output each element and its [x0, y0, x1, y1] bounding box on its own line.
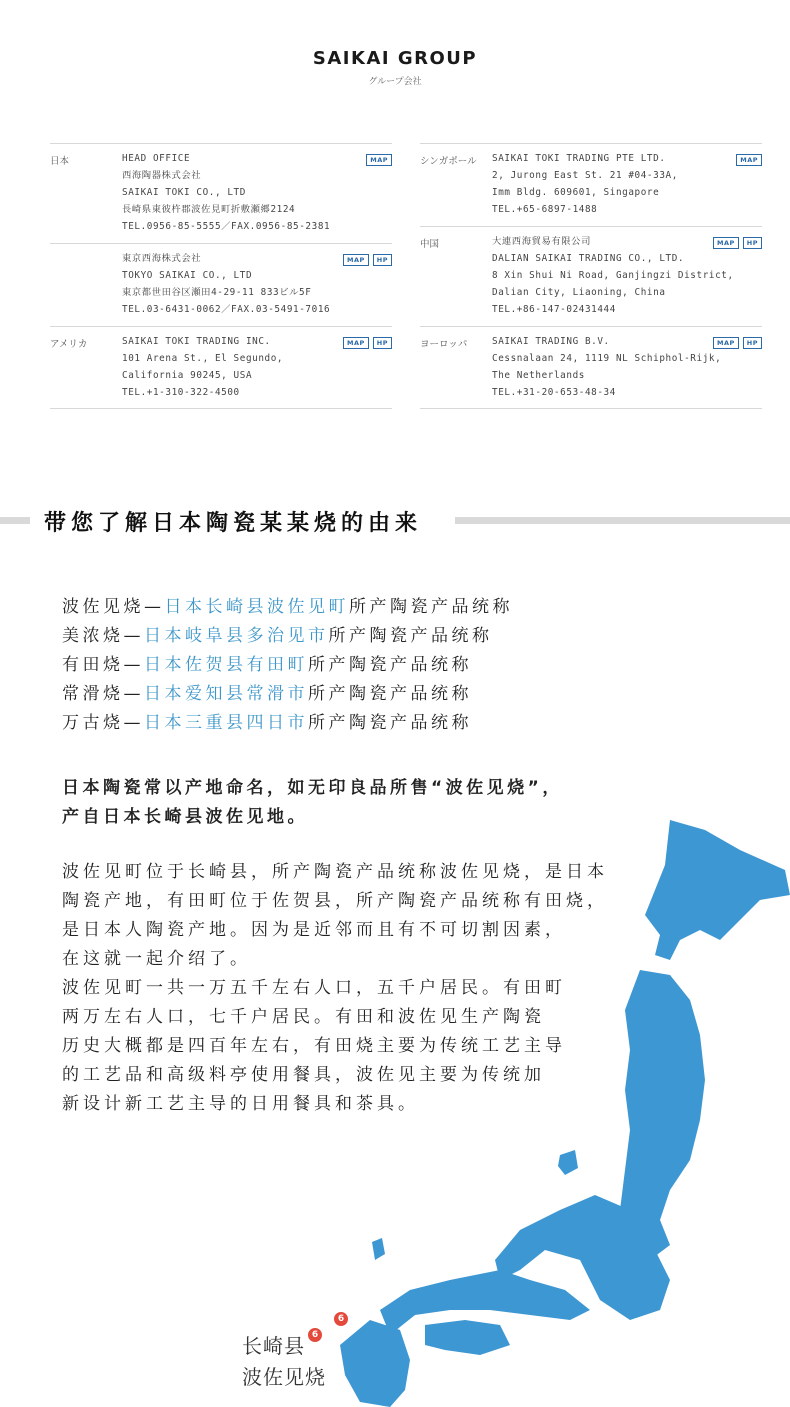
body-line: 是日本人陶瓷产地。因为是近邻而且有不可切割因素，: [62, 920, 566, 940]
office-line: SAIKAI TOKI TRADING INC.: [122, 336, 271, 347]
origin-dash: —: [123, 684, 144, 704]
office-country: 日本: [50, 156, 70, 167]
body-line: 两万左右人口，七千户居民。有田和波佐见生产陶瓷: [62, 1007, 545, 1027]
origin-dash: —: [144, 597, 165, 617]
small-island-shape: [372, 1238, 385, 1260]
divider: [420, 326, 762, 327]
office-line: Dalian City, Liaoning, China: [492, 287, 666, 298]
hp-button[interactable]: HP: [373, 254, 392, 266]
office-line: DALIAN SAIKAI TRADING CO., LTD.: [492, 253, 685, 264]
intro-paragraph: [62, 774, 563, 832]
origin-dash: —: [123, 713, 144, 733]
hokkaido-shape: [645, 820, 790, 960]
divider: [420, 408, 762, 409]
office-line: TEL.+65-6897-1488: [492, 204, 598, 215]
office-line: TEL.+31-20-653-48-34: [492, 387, 616, 398]
map-label-ware: 波佐见烧: [242, 1365, 326, 1389]
origin-place: 日本三重县四日市: [144, 713, 308, 733]
office-line: 長崎県東彼杵郡波佐見町折敷瀬郷2124: [122, 204, 296, 215]
divider: [50, 326, 392, 327]
origin-name: 常滑烧: [62, 684, 124, 704]
divider: [50, 243, 392, 244]
office-line: 東京都世田谷区瀬田4-29-11 833ビル5F: [122, 287, 312, 298]
office-line: TEL.+1-310-322-4500: [122, 387, 240, 398]
origin-item: [62, 650, 472, 675]
office-line: 8 Xin Shui Ni Road, Ganjingzi District,: [492, 270, 734, 281]
office-line: 東京西海株式会社: [122, 253, 202, 264]
office-line: SAIKAI TOKI CO., LTD: [122, 187, 246, 198]
origin-place: 日本岐阜县多治见市: [144, 626, 329, 646]
office-singapore: [420, 153, 762, 223]
origin-place: 日本长崎县波佐见町: [164, 597, 349, 617]
map-button[interactable]: MAP: [713, 237, 739, 249]
office-europe: [420, 336, 762, 406]
map-marker: 6: [333, 1311, 349, 1327]
office-japan-head: [50, 153, 392, 233]
banner-line-left: [0, 517, 30, 524]
sado-island-shape: [558, 1150, 578, 1175]
office-line: TEL.+86-147-02431444: [492, 304, 616, 315]
body-paragraph: [62, 858, 608, 1119]
divider: [50, 408, 392, 409]
office-line: HEAD OFFICE: [122, 153, 191, 164]
origin-suffix: 所产陶瓷产品统称: [349, 597, 513, 617]
office-line: TEL.03-6431-0062／FAX.03-5491-7016: [122, 304, 331, 315]
office-line: TEL.0956-85-5555／FAX.0956-85-2381: [122, 221, 331, 232]
origin-item: [62, 708, 472, 733]
body-line: 波佐见町位于长崎县，所产陶瓷产品统称波佐见烧，是日本: [62, 862, 608, 882]
map-button[interactable]: MAP: [343, 254, 369, 266]
kyushu-shape: [340, 1320, 410, 1407]
office-china: [420, 236, 762, 322]
office-line: 大連西海貿易有限公司: [492, 236, 591, 247]
map-button[interactable]: MAP: [736, 154, 762, 166]
origin-name: 美浓烧: [62, 626, 124, 646]
office-tokyo: [50, 253, 392, 323]
divider: [420, 226, 762, 227]
office-country: アメリカ: [50, 339, 88, 350]
group-subtitle: グループ会社: [368, 77, 422, 87]
map-button[interactable]: MAP: [713, 337, 739, 349]
origin-suffix: 所产陶瓷产品统称: [308, 684, 472, 704]
origin-name: 有田烧: [62, 655, 124, 675]
divider: [50, 143, 392, 144]
origin-dash: —: [123, 655, 144, 675]
office-line: SAIKAI TRADING B.V.: [492, 336, 610, 347]
office-line: TOKYO SAIKAI CO., LTD: [122, 270, 253, 281]
hp-button[interactable]: HP: [373, 337, 392, 349]
banner-line-right: [455, 517, 790, 524]
origin-suffix: 所产陶瓷产品统称: [308, 713, 472, 733]
origin-item: [62, 621, 493, 646]
office-line: Imm Bldg. 609601, Singapore: [492, 187, 660, 198]
body-line: 在这就一起介绍了。: [62, 949, 251, 969]
map-button[interactable]: MAP: [366, 154, 392, 166]
intro-line: 日本陶瓷常以产地命名，如无印良品所售“波佐见烧”，: [62, 778, 563, 798]
map-button[interactable]: MAP: [343, 337, 369, 349]
hp-button[interactable]: HP: [743, 237, 762, 249]
office-line: Cessnalaan 24, 1119 NL Schiphol-Rijk,: [492, 353, 722, 364]
body-line: 波佐见町一共一万五千左右人口，五千户居民。有田町: [62, 978, 566, 998]
origin-dash: —: [123, 626, 144, 646]
label-marker: 6: [307, 1327, 323, 1343]
office-usa: [50, 336, 392, 406]
group-title: SAIKAI GROUP: [312, 48, 478, 69]
hp-button[interactable]: HP: [743, 337, 762, 349]
origin-place: 日本爱知县常滑市: [144, 684, 308, 704]
office-line: 101 Arena St., El Segundo,: [122, 353, 284, 364]
office-country: シンガポール: [420, 156, 477, 167]
office-line: SAIKAI TOKI TRADING PTE LTD.: [492, 153, 666, 164]
origin-item: [62, 679, 472, 704]
body-line: 历史大概都是四百年左右，有田烧主要为传统工艺主导: [62, 1036, 566, 1056]
origin-place: 日本佐贺县有田町: [144, 655, 308, 675]
office-line: California 90245, USA: [122, 370, 253, 381]
map-label-prefecture: 长崎县: [242, 1334, 305, 1358]
body-line: 的工艺品和高级料亭使用餐具，波佐见主要为传统加: [62, 1065, 545, 1085]
origin-item: [62, 592, 513, 617]
origin-suffix: 所产陶瓷产品统称: [328, 626, 493, 646]
office-country: 中国: [420, 239, 440, 250]
office-line: 西海陶器株式会社: [122, 170, 202, 181]
office-line: 2, Jurong East St. 21 #04-33A,: [492, 170, 678, 181]
office-line: The Netherlands: [492, 370, 585, 381]
body-line: 陶瓷产地，有田町位于佐贺县，所产陶瓷产品统称有田烧，: [62, 891, 608, 911]
intro-line: 产自日本长崎县波佐见地。: [62, 807, 308, 827]
section-title: 带您了解日本陶瓷某某烧的由来: [44, 511, 423, 536]
body-line: 新设计新工艺主导的日用餐具和茶具。: [62, 1094, 419, 1114]
origin-suffix: 所产陶瓷产品统称: [308, 655, 472, 675]
divider: [420, 143, 762, 144]
office-country: ヨーロッパ: [420, 339, 468, 350]
origin-name: 万古烧: [62, 713, 124, 733]
shikoku-shape: [425, 1320, 510, 1355]
origin-name: 波佐见烧: [62, 597, 144, 617]
